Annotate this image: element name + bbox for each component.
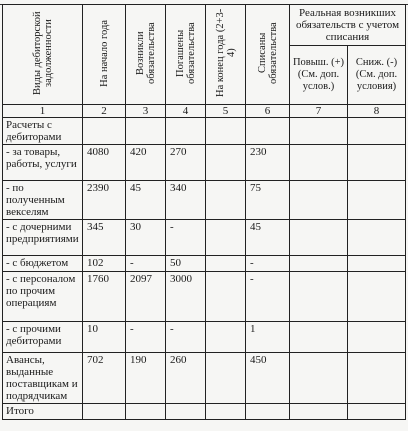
cell-arisen: 190	[126, 353, 166, 404]
table-row	[3, 145, 406, 181]
header-start: На начало года	[83, 5, 126, 105]
cell-arisen: 420	[126, 145, 166, 181]
header-end: На конец года (2+3-4)	[206, 5, 246, 105]
col-number: 5	[206, 105, 246, 118]
cell-repaid: 270	[166, 145, 206, 181]
col-number: 4	[166, 105, 206, 118]
cell-start: 2390	[83, 181, 126, 220]
cell-repaid: -	[166, 322, 206, 353]
cell-dec	[348, 256, 406, 272]
row-label: - с дочерними предприятиями	[3, 220, 83, 256]
cell-inc	[290, 272, 348, 322]
cell-inc	[290, 353, 348, 404]
table-row	[3, 272, 406, 322]
header-written-off: Списаны обязательства	[246, 5, 290, 105]
cell-inc	[290, 220, 348, 256]
row-label: Итого	[3, 404, 83, 420]
header-real-group: Реальная возникших обязательств с учетом списания	[290, 5, 406, 46]
cell-dec	[348, 272, 406, 322]
col-number: 7	[290, 105, 348, 118]
table-row	[3, 220, 406, 256]
cell-dec	[348, 181, 406, 220]
cell-start: 102	[83, 256, 126, 272]
table-body	[3, 118, 406, 420]
cell-end	[206, 272, 246, 322]
row-label: Расчеты с дебиторами	[3, 118, 83, 145]
column-number-row	[3, 105, 406, 118]
cell-arisen: 30	[126, 220, 166, 256]
cell-repaid: 340	[166, 181, 206, 220]
cell-inc	[290, 181, 348, 220]
row-label: - с прочими дебиторами	[3, 322, 83, 353]
header-repaid: Погашены обязательства	[166, 5, 206, 105]
receivables-table	[2, 4, 406, 420]
cell-end	[206, 181, 246, 220]
cell-arisen: -	[126, 322, 166, 353]
cell-arisen: -	[126, 256, 166, 272]
row-label: Авансы, выданные поставщикам и подрядчикам	[3, 353, 83, 404]
cell-start: 345	[83, 220, 126, 256]
row-label: - по полученным векселям	[3, 181, 83, 220]
header-increase: Повыш. (+) (См. доп. услов.)	[290, 46, 348, 105]
cell-arisen: 45	[126, 181, 166, 220]
cell-dec	[348, 118, 406, 145]
cell-repaid: -	[166, 220, 206, 256]
header-type: Виды дебиторской задолженности	[3, 5, 83, 105]
cell-dec	[348, 145, 406, 181]
cell-end	[206, 118, 246, 145]
col-number: 1	[3, 105, 83, 118]
row-label: - с персоналом по прочим операциям	[3, 272, 83, 322]
cell-arisen	[126, 404, 166, 420]
cell-written-off: 1	[246, 322, 290, 353]
cell-end	[206, 256, 246, 272]
cell-inc	[290, 256, 348, 272]
row-label: - с бюджетом	[3, 256, 83, 272]
cell-inc	[290, 118, 348, 145]
header-arisen: Возникли обязательства	[126, 5, 166, 105]
table-row	[3, 404, 406, 420]
cell-dec	[348, 404, 406, 420]
cell-start	[83, 404, 126, 420]
cell-repaid: 50	[166, 256, 206, 272]
cell-inc	[290, 404, 348, 420]
col-number: 6	[246, 105, 290, 118]
cell-arisen	[126, 118, 166, 145]
table-row	[3, 353, 406, 404]
cell-written-off: 230	[246, 145, 290, 181]
cell-start: 1760	[83, 272, 126, 322]
cell-written-off: -	[246, 272, 290, 322]
cell-repaid	[166, 404, 206, 420]
table-row	[3, 256, 406, 272]
row-label: - за товары, работы, услуги	[3, 145, 83, 181]
table-row	[3, 322, 406, 353]
col-number: 2	[83, 105, 126, 118]
cell-written-off	[246, 404, 290, 420]
cell-inc	[290, 145, 348, 181]
cell-end	[206, 322, 246, 353]
cell-repaid: 260	[166, 353, 206, 404]
cell-start: 702	[83, 353, 126, 404]
cell-start: 4080	[83, 145, 126, 181]
col-number: 3	[126, 105, 166, 118]
cell-written-off: 75	[246, 181, 290, 220]
cell-end	[206, 353, 246, 404]
cell-end	[206, 404, 246, 420]
cell-written-off: -	[246, 256, 290, 272]
cell-repaid	[166, 118, 206, 145]
table-row	[3, 181, 406, 220]
cell-repaid: 3000	[166, 272, 206, 322]
cell-dec	[348, 322, 406, 353]
cell-written-off: 450	[246, 353, 290, 404]
header-decrease: Сниж. (-) (См. доп. условия)	[348, 46, 406, 105]
cell-written-off	[246, 118, 290, 145]
cell-start	[83, 118, 126, 145]
cell-written-off: 45	[246, 220, 290, 256]
cell-dec	[348, 353, 406, 404]
cell-start: 10	[83, 322, 126, 353]
cell-end	[206, 145, 246, 181]
col-number: 8	[348, 105, 406, 118]
cell-arisen: 2097	[126, 272, 166, 322]
header-row	[3, 5, 406, 46]
cell-inc	[290, 322, 348, 353]
cell-dec	[348, 220, 406, 256]
cell-end	[206, 220, 246, 256]
table-row	[3, 118, 406, 145]
